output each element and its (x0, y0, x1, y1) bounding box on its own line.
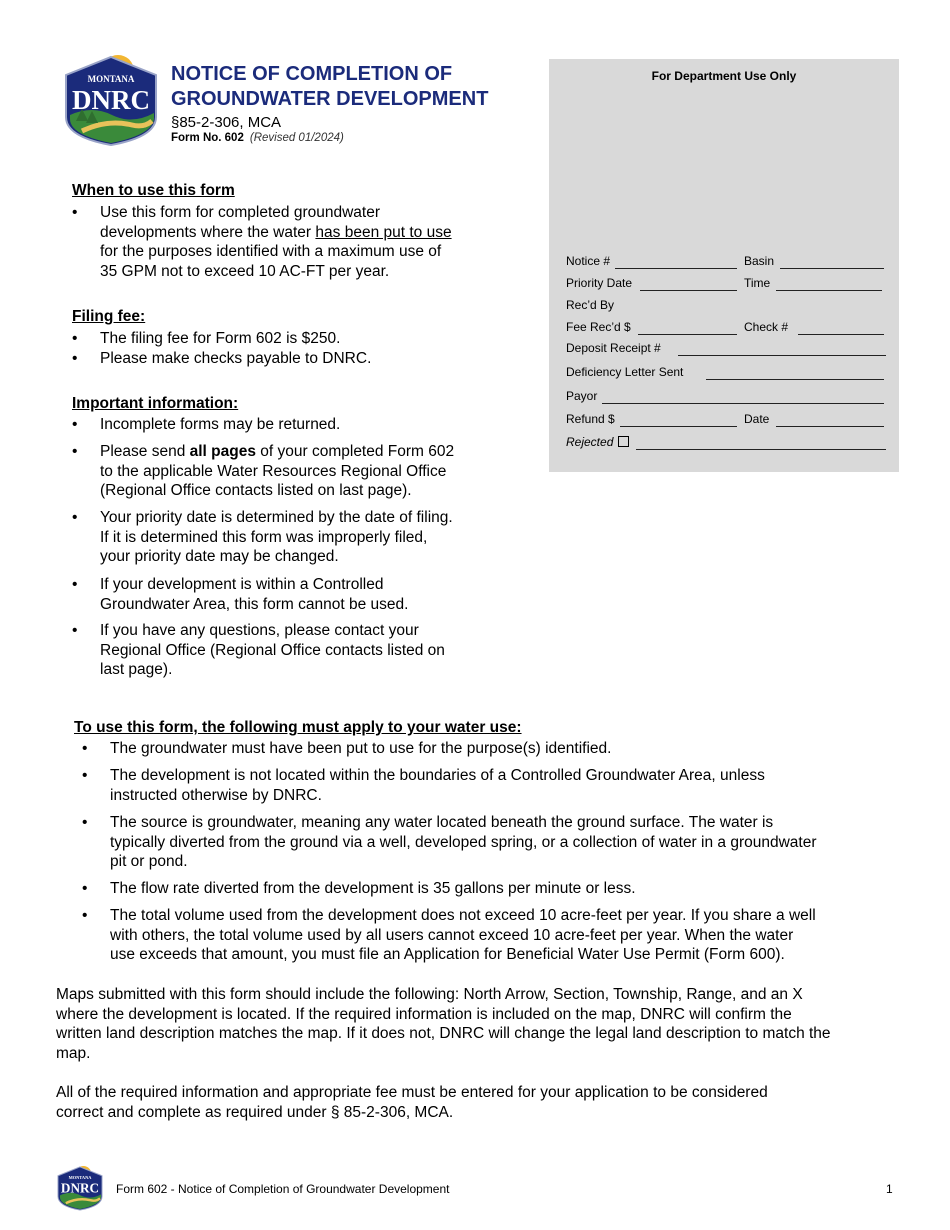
when-line-2a: developments where the water (100, 223, 316, 241)
bullet-icon: • (82, 880, 88, 897)
maps-line-1: Maps submitted with this form should include the following: North Arrow, Section, Township, Range, and an X (56, 986, 803, 1003)
title-line-2: GROUNDWATER DEVELOPMENT (171, 88, 489, 110)
rejected-row (566, 435, 886, 451)
when-line-3: for the purposes identified with a maximum use of (100, 243, 442, 260)
must-apply-item (82, 739, 882, 759)
rejected-field[interactable] (636, 435, 886, 450)
payor-row (566, 389, 886, 405)
important-item (72, 415, 512, 435)
must-apply-item (82, 906, 902, 966)
must-apply-item-1: The groundwater must have been put to use for the purpose(s) identified. (110, 740, 612, 757)
put-to-use-underlined: has been put to use (315, 223, 452, 241)
form-number-label: Form No. 602 (171, 132, 244, 144)
must-apply-item-2 (110, 766, 765, 805)
bullet-icon: • (82, 767, 88, 784)
priority-date-field[interactable] (640, 276, 737, 291)
payor-label: Payor (566, 389, 598, 403)
important-info-heading: Important information: (72, 395, 239, 412)
rejected-text: Rejected (566, 435, 614, 449)
item5-line-3: last page). (100, 661, 173, 678)
must-item2-line-2: instructed otherwise by DNRC. (110, 786, 322, 804)
bullet-icon: • (72, 622, 78, 639)
bullet-icon: • (72, 443, 78, 460)
must-apply-item (82, 879, 882, 899)
priority-date-label: Priority Date (566, 276, 633, 290)
bullet-icon: • (72, 509, 78, 526)
important-item-2 (100, 442, 454, 501)
refund-field[interactable] (620, 412, 737, 427)
recd-by-label: Rec’d By (566, 298, 615, 312)
when-to-use-item (72, 203, 512, 283)
time-label: Time (744, 276, 771, 290)
notice-field[interactable] (615, 254, 737, 269)
deposit-receipt-field[interactable] (678, 341, 886, 356)
bullet-icon: • (82, 907, 88, 924)
bullet-icon: • (72, 576, 78, 593)
must-apply-item (82, 813, 902, 873)
check-label: Check # (744, 320, 789, 334)
payor-field[interactable] (602, 389, 884, 404)
bullet-icon: • (72, 416, 78, 433)
when-line-4: 35 GPM not to exceed 10 AC-FT per year. (100, 262, 390, 280)
footer-logo-dnrc-text: DNRC (60, 1180, 100, 1196)
department-use-title: For Department Use Only (651, 69, 797, 83)
recd-by-row (566, 298, 886, 314)
item3-line-1: Your priority date is determined by the date of filing. (100, 509, 453, 526)
filing-fee-amount: The filing fee for Form 602 is $250. (100, 330, 341, 347)
notice-row (566, 254, 886, 270)
item5-line-2: Regional Office (Regional Office contacts listed on (100, 641, 445, 659)
date-label: Date (744, 412, 770, 426)
item2-line-2: to the applicable Water Resources Regional Office (100, 462, 447, 480)
notice-label: Notice # (566, 254, 611, 268)
department-use-box (549, 59, 899, 472)
must-item5-line-2: with others, the total volume used by all users cannot exceed 10 acre-feet per year. When the water (110, 926, 794, 944)
deposit-receipt-label: Deposit Receipt # (566, 341, 661, 355)
required-line-1: All of the required information and appropriate fee must be entered for your application to be considered (56, 1084, 768, 1101)
must-item5-line-1: The total volume used from the development does not exceed 10 acre-feet per year. If you share a well (110, 907, 816, 924)
fee-recd-field[interactable] (638, 320, 737, 335)
bullet-icon: • (72, 330, 78, 347)
footer-dnrc-logo (56, 1165, 104, 1211)
filing-fee-heading: Filing fee: (72, 308, 146, 325)
maps-line-3: written land description matches the map. If it does not, DNRC will change the legal land description to match the (56, 1025, 831, 1042)
must-apply-item-5 (110, 906, 816, 965)
rejected-checkbox[interactable] (618, 436, 629, 447)
basin-field[interactable] (780, 254, 884, 269)
required-line-2: correct and complete as required under § 85-2-306, MCA. (56, 1103, 454, 1121)
important-item-5 (100, 621, 445, 680)
bullet-icon: • (72, 350, 78, 367)
when-line-1: Use this form for completed groundwater (100, 204, 380, 221)
important-item (72, 508, 512, 568)
filing-fee-payable: Please make checks payable to DNRC. (100, 350, 372, 367)
must-apply-heading: To use this form, the following must apply to your water use: (74, 719, 522, 736)
bullet-icon: • (82, 814, 88, 831)
must-item3-line-1: The source is groundwater, meaning any water located beneath the ground surface. The water is (110, 814, 774, 831)
refund-label: Refund $ (566, 412, 615, 426)
priority-row (566, 276, 886, 292)
deposit-row (566, 341, 886, 357)
footer-text: Form 602 - Notice of Completion of Groundwater Development (116, 1182, 450, 1196)
must-apply-item (82, 766, 882, 806)
maps-line-2: where the development is located. If the required information is included on the map, DNRC will confirm the (56, 1005, 792, 1023)
important-item (72, 575, 512, 615)
item3-line-3: your priority date may be changed. (100, 548, 339, 565)
item5-line-1: If you have any questions, please contact your (100, 622, 419, 639)
time-field[interactable] (776, 276, 882, 291)
logo-dnrc-text: DNRC (72, 85, 150, 115)
page-number: 1 (886, 1182, 893, 1196)
important-item-3 (100, 508, 453, 567)
maps-line-4: map. (56, 1044, 91, 1062)
filing-fee-item (72, 349, 512, 369)
important-item (72, 442, 512, 502)
must-apply-item-3 (110, 813, 817, 872)
basin-label: Basin (744, 254, 775, 268)
must-item5-line-3: use exceeds that amount, you must file an Application for Beneficial Water Use Permit (Form 600). (110, 946, 785, 963)
required-info-paragraph (56, 1083, 926, 1122)
important-item-4 (100, 575, 408, 614)
important-item (72, 621, 512, 681)
check-field[interactable] (798, 320, 884, 335)
deficiency-letter-field[interactable] (706, 365, 884, 380)
item3-line-2: If it is determined this form was improperly filed, (100, 528, 428, 546)
important-item-1: Incomplete forms may be returned. (100, 416, 341, 433)
when-line-2 (100, 223, 452, 243)
dnrc-logo (62, 53, 160, 147)
item2-part-a: Please send (100, 443, 190, 460)
filing-fee-item (72, 329, 512, 349)
title-line-1: NOTICE OF COMPLETION OF (171, 63, 453, 85)
footer-logo-state-text: MONTANA (68, 1175, 92, 1181)
must-item3-line-2: typically diverted from the ground via a well, developed spring, or a collection of water in a groundwater (110, 833, 817, 851)
deficiency-row (566, 365, 886, 381)
deficiency-letter-label: Deficiency Letter Sent (566, 365, 684, 379)
must-item3-line-3: pit or pond. (110, 853, 188, 870)
statute-reference: §85-2-306, MCA (171, 114, 282, 131)
logo-state-text: MONTANA (87, 74, 135, 84)
must-apply-item-4: The flow rate diverted from the development is 35 gallons per minute or less. (110, 880, 636, 897)
revised-date: (Revised 01/2024) (249, 132, 344, 144)
item4-line-1: If your development is within a Controlled (100, 576, 384, 593)
item2-part-c: of your completed Form 602 (255, 443, 455, 460)
fee-row (566, 320, 886, 336)
all-pages-bold: all pages (189, 443, 256, 460)
form-number (171, 132, 344, 144)
form-title (171, 62, 488, 112)
rejected-label (566, 435, 629, 449)
refund-row (566, 412, 886, 428)
when-to-use-text (100, 203, 452, 281)
must-item2-line-1: The development is not located within the boundaries of a Controlled Groundwater Area, unless (110, 767, 765, 784)
bullet-icon: • (72, 204, 78, 221)
when-to-use-heading: When to use this form (72, 182, 235, 199)
bullet-icon: • (82, 740, 88, 757)
date-field[interactable] (776, 412, 884, 427)
fee-recd-label: Fee Rec’d $ (566, 320, 631, 334)
maps-paragraph (56, 985, 926, 1063)
item2-line-3: (Regional Office contacts listed on last page). (100, 482, 412, 499)
item4-line-2: Groundwater Area, this form cannot be used. (100, 595, 409, 613)
